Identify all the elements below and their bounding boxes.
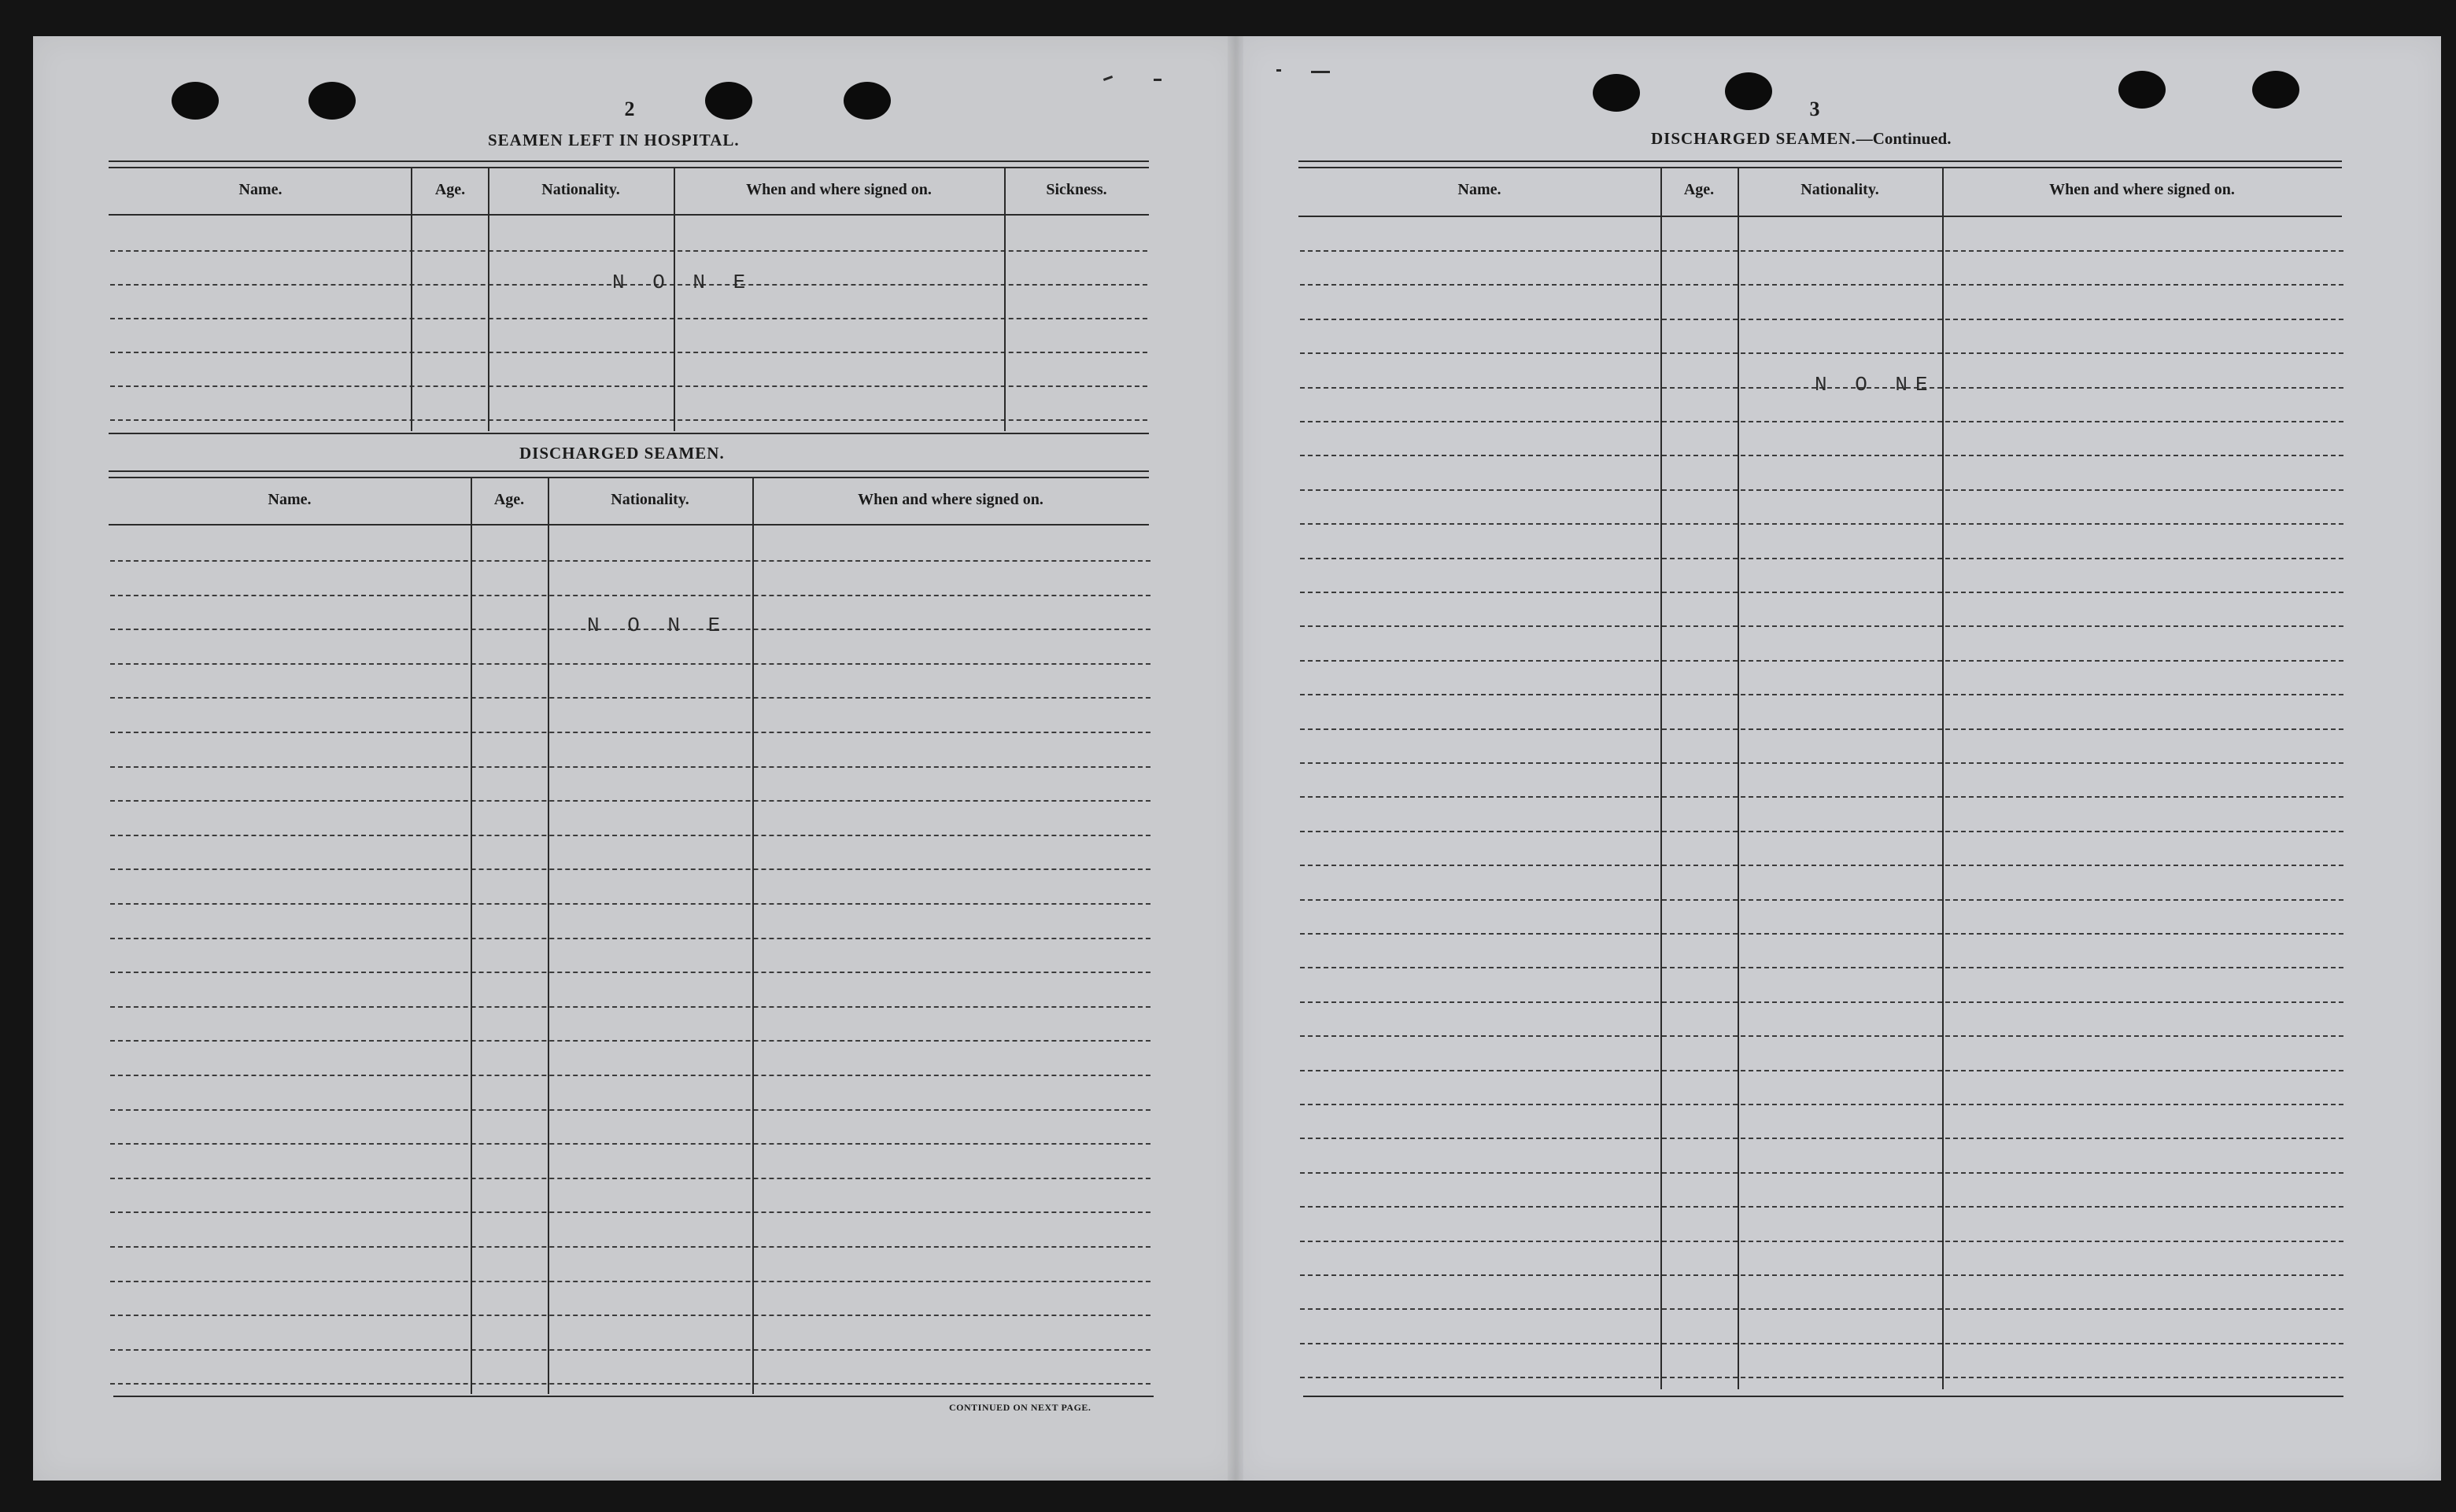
ruled-row-line bbox=[1300, 694, 2343, 695]
ruled-row-line bbox=[110, 1040, 1150, 1042]
col-header-age: Age. bbox=[434, 181, 466, 198]
ruled-row-line bbox=[110, 318, 1147, 319]
ruled-row-line bbox=[1300, 625, 2343, 627]
ruled-row-line bbox=[1300, 1001, 2343, 1003]
ruled-row-line bbox=[1300, 660, 2343, 662]
ruled-row-line bbox=[1300, 762, 2343, 764]
ruled-row-line bbox=[1300, 831, 2343, 832]
ruled-row-line bbox=[1300, 421, 2343, 422]
column-divider bbox=[1004, 168, 1006, 431]
ruled-row-line bbox=[110, 1315, 1150, 1316]
stray-mark bbox=[1154, 79, 1162, 81]
col-header-signed-on: When and where signed on. bbox=[2049, 181, 2235, 198]
column-divider bbox=[674, 168, 675, 431]
ruled-row-line bbox=[110, 697, 1150, 699]
hospital-section-title: SEAMEN LEFT IN HOSPITAL. bbox=[488, 131, 740, 149]
page-number: 3 bbox=[1809, 98, 1820, 120]
ruled-row-line bbox=[1300, 489, 2343, 491]
col-header-age: Age. bbox=[1683, 181, 1715, 198]
ruled-row-line bbox=[110, 732, 1150, 733]
column-divider bbox=[548, 478, 549, 1394]
title-suffix: —Continued. bbox=[1856, 129, 1952, 148]
col-header-name: Name. bbox=[1457, 181, 1501, 198]
ruled-row-line bbox=[1300, 455, 2343, 456]
ruled-row-line bbox=[110, 972, 1150, 973]
ruled-row-line bbox=[110, 766, 1150, 768]
punch-hole bbox=[2252, 71, 2299, 109]
ruled-row-line bbox=[110, 595, 1150, 596]
header-rule bbox=[1298, 216, 2342, 217]
ruled-row-line bbox=[110, 835, 1150, 836]
ruled-row-line bbox=[110, 385, 1147, 387]
ruled-row-line bbox=[110, 1246, 1150, 1248]
table-bottom-rule bbox=[1303, 1396, 2343, 1397]
column-divider bbox=[411, 168, 412, 431]
punch-hole bbox=[1593, 74, 1640, 112]
ruled-row-line bbox=[1300, 865, 2343, 866]
page-fold bbox=[1228, 36, 1243, 1481]
ruled-row-line bbox=[1300, 1241, 2343, 1242]
column-divider bbox=[488, 168, 489, 431]
ruled-row-line bbox=[110, 352, 1147, 353]
column-divider bbox=[1942, 168, 1944, 1389]
ruled-row-line bbox=[110, 419, 1147, 421]
discharged-section-title: DISCHARGED SEAMEN. bbox=[519, 444, 725, 463]
ruled-row-line bbox=[110, 1075, 1150, 1076]
ruled-row-line bbox=[1300, 592, 2343, 593]
ruled-row-line bbox=[1300, 352, 2343, 354]
ruled-row-line bbox=[1300, 728, 2343, 730]
ruled-row-line bbox=[110, 800, 1150, 802]
ruled-row-line bbox=[110, 1281, 1150, 1282]
col-header-nationality: Nationality. bbox=[611, 491, 689, 508]
ruled-row-line bbox=[110, 1109, 1150, 1111]
ruled-row-line bbox=[110, 1383, 1150, 1385]
stray-mark bbox=[1311, 71, 1330, 73]
ruled-row-line bbox=[110, 1006, 1150, 1008]
col-header-name: Name. bbox=[238, 181, 283, 198]
discharged-entry: N O N E bbox=[587, 614, 729, 637]
table-bottom-rule bbox=[109, 433, 1149, 434]
ruled-row-line bbox=[1300, 1206, 2343, 1208]
col-header-nationality: Nationality. bbox=[541, 181, 620, 198]
ruled-row-line bbox=[1300, 933, 2343, 935]
table-top-rule bbox=[1298, 160, 2342, 162]
column-divider bbox=[752, 478, 754, 1394]
punch-hole bbox=[172, 82, 219, 120]
ruled-row-line bbox=[110, 868, 1150, 870]
continued-footer: CONTINUED ON NEXT PAGE. bbox=[949, 1402, 1091, 1413]
ruled-row-line bbox=[1300, 558, 2343, 559]
table-top-rule bbox=[109, 160, 1149, 162]
table-top-rule bbox=[109, 470, 1149, 472]
table-bottom-rule bbox=[113, 1396, 1154, 1397]
col-header-name: Name. bbox=[268, 491, 312, 508]
col-header-signed-on: When and where signed on. bbox=[858, 491, 1043, 508]
punch-hole bbox=[844, 82, 891, 120]
ruled-row-line bbox=[1300, 1308, 2343, 1310]
ruled-row-line bbox=[1300, 284, 2343, 286]
ruled-row-line bbox=[110, 663, 1150, 665]
ruled-row-line bbox=[1300, 967, 2343, 968]
title-main: DISCHARGED SEAMEN. bbox=[1651, 129, 1856, 148]
stray-mark bbox=[1276, 69, 1281, 72]
ruled-row-line bbox=[110, 1143, 1150, 1145]
table-top-rule bbox=[109, 167, 1149, 168]
ruled-row-line bbox=[1300, 250, 2343, 252]
discharged-continued-title bbox=[1651, 129, 1951, 149]
ruled-row-line bbox=[1300, 1274, 2343, 1276]
ruled-row-line bbox=[110, 1349, 1150, 1351]
ruled-row-line bbox=[1300, 1138, 2343, 1139]
ruled-row-line bbox=[110, 903, 1150, 905]
ruled-row-line bbox=[1300, 1104, 2343, 1105]
header-rule bbox=[109, 214, 1149, 216]
column-divider bbox=[471, 478, 472, 1394]
ruled-row-line bbox=[1300, 1343, 2343, 1344]
ruled-row-line bbox=[110, 250, 1147, 252]
ruled-row-line bbox=[1300, 796, 2343, 798]
ruled-row-line bbox=[110, 938, 1150, 939]
table-top-rule bbox=[1298, 167, 2342, 168]
ruled-row-line bbox=[110, 560, 1150, 562]
punch-hole bbox=[1725, 72, 1772, 110]
ruled-row-line bbox=[1300, 319, 2343, 320]
table-top-rule bbox=[109, 477, 1149, 478]
page-number: 2 bbox=[624, 98, 635, 120]
right-page bbox=[1239, 36, 2441, 1481]
punch-hole bbox=[705, 82, 752, 120]
col-header-nationality: Nationality. bbox=[1800, 181, 1879, 198]
hospital-entry: N O N E bbox=[612, 271, 754, 294]
ruled-row-line bbox=[1300, 1172, 2343, 1174]
column-divider bbox=[1738, 168, 1739, 1389]
punch-hole bbox=[308, 82, 356, 120]
discharged-continued-entry: N O NE bbox=[1815, 373, 1936, 396]
left-page bbox=[33, 36, 1239, 1481]
column-divider bbox=[1660, 168, 1662, 1389]
ruled-row-line bbox=[1300, 523, 2343, 525]
col-header-signed-on: When and where signed on. bbox=[746, 181, 932, 198]
ruled-row-line bbox=[1300, 899, 2343, 901]
ruled-row-line bbox=[1300, 1070, 2343, 1071]
col-header-age: Age. bbox=[493, 491, 525, 508]
ruled-row-line bbox=[110, 1178, 1150, 1179]
header-rule bbox=[109, 524, 1149, 526]
punch-hole bbox=[2118, 71, 2166, 109]
ruled-row-line bbox=[110, 1211, 1150, 1213]
col-header-sickness: Sickness. bbox=[1046, 181, 1107, 198]
ruled-row-line bbox=[1300, 1377, 2343, 1378]
ruled-row-line bbox=[1300, 1035, 2343, 1037]
